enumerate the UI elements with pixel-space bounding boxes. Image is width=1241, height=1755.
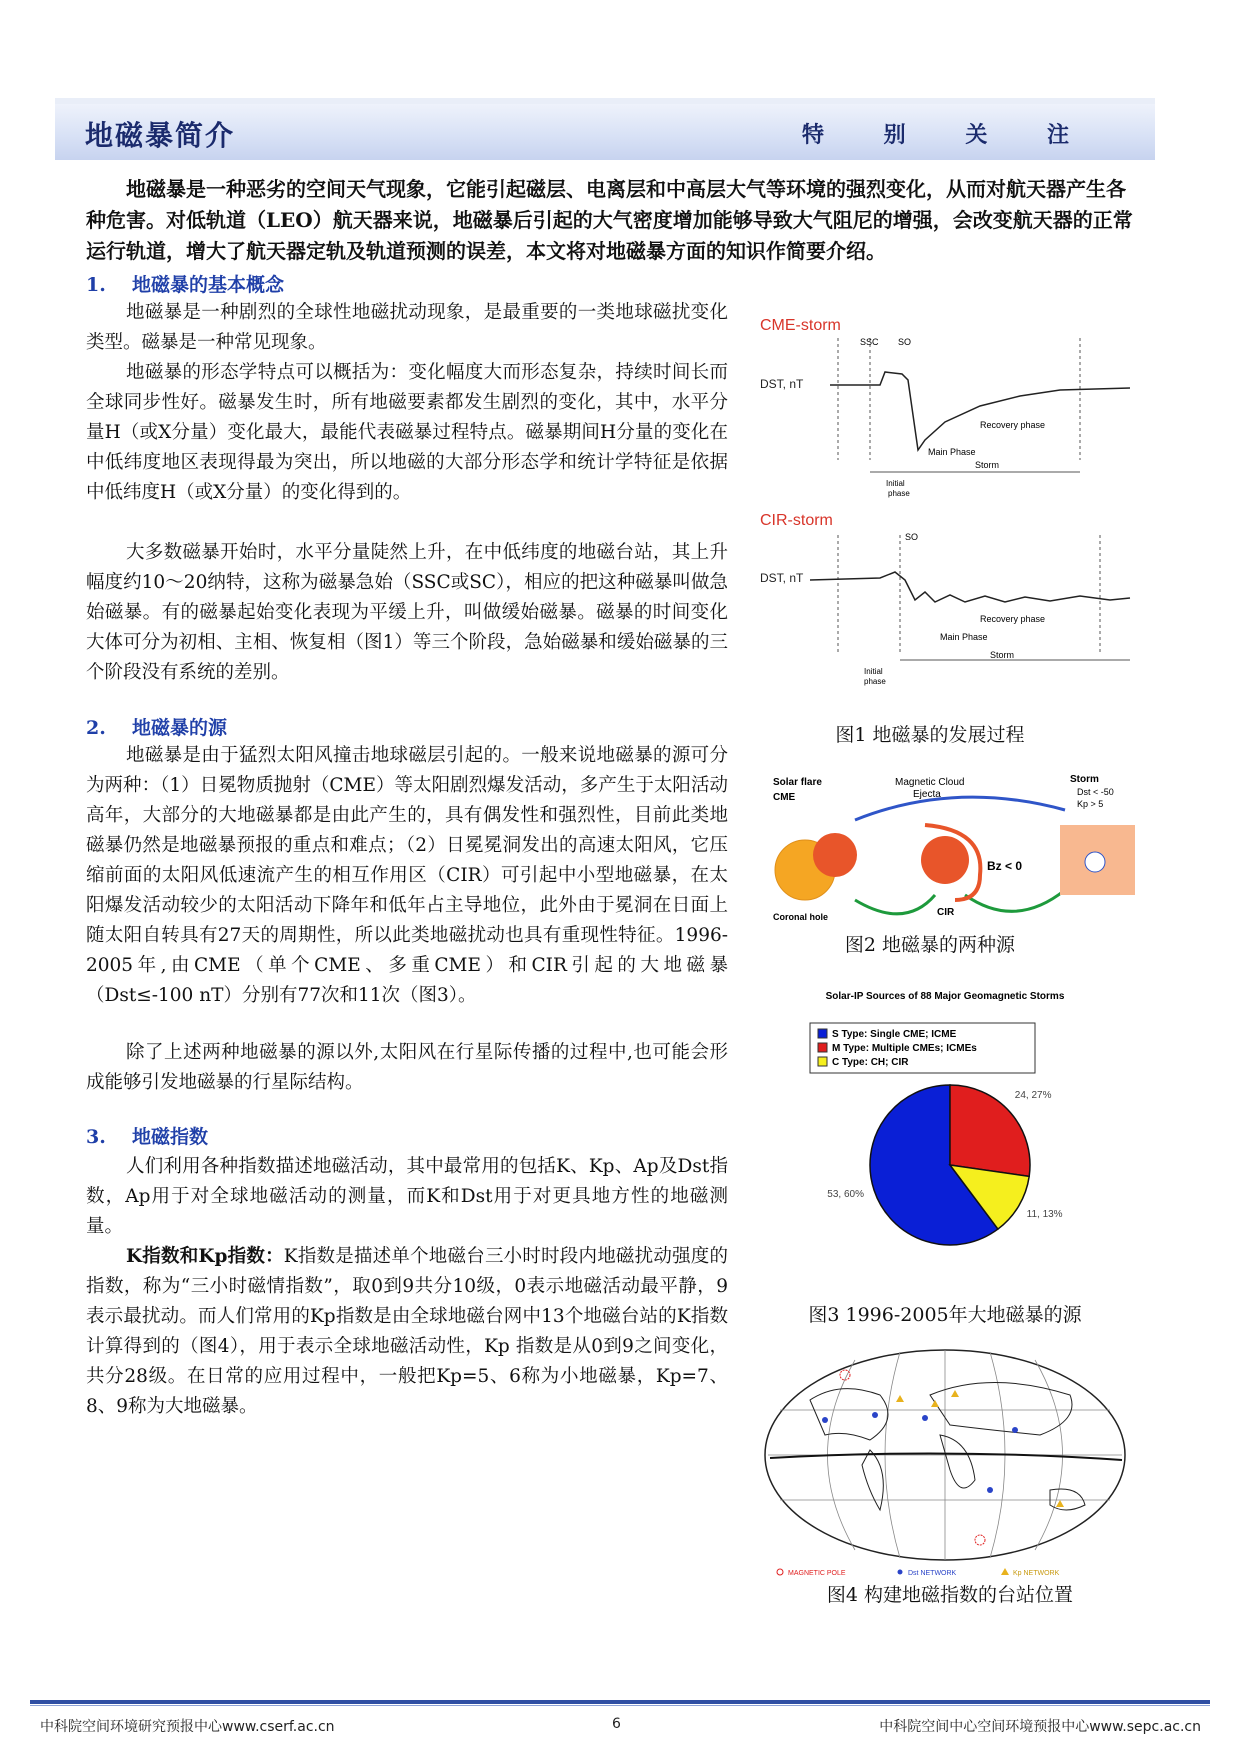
figure-1-caption: 图1 地磁暴的发展过程 [835, 724, 1025, 746]
cir-storm-title: CIR-storm [760, 512, 833, 529]
legend-kp-network: Kp NETWORK [1013, 1570, 1060, 1577]
legend-swatch [818, 1029, 827, 1038]
pie-data-label: 11, 13% [1026, 1209, 1063, 1221]
section-heading-2 [86, 713, 227, 740]
kp-threshold: Kp > 5 [1077, 799, 1104, 809]
storm-label: Storm [975, 460, 1000, 470]
recovery-label: Recovery phase [980, 614, 1046, 624]
storm-label: Storm [1070, 774, 1099, 785]
footer-right-link[interactable]: 中科院空间中心空间环境预报中心www.sepc.ac.cn [879, 1719, 1201, 1735]
section-number: 2. [86, 717, 106, 739]
chart-title: Solar-IP Sources of 88 Major Geomagnetic Storms [825, 991, 1065, 1002]
section-header [55, 104, 1155, 160]
paragraph: 大多数磁暴开始时，水平分量陡然上升，在中低纬度的地磁台站，其上升幅度约10～20纳特，这称为磁暴急始（SSC或SC），相应的把这种磁暴叫做急始磁暴。有的磁暴起始变化表现为平缓上升，叫做缓始磁暴。磁暴的时间变化大体可分为初相、主相、恢复相（图1）等三个阶段，急始磁暴和缓始磁暴的三个阶段没有系统的差别。 [86, 542, 728, 683]
section-title: 地磁暴的源 [132, 717, 228, 739]
legend-dst-network: Dst NETWORK [908, 1570, 957, 1577]
cir-label: CIR [937, 907, 955, 918]
legend-entry: C Type: CH; CIR [832, 1057, 909, 1068]
paragraph: 地磁暴是由于猛烈太阳风撞击地球磁层引起的。一般来说地磁暴的源可分为两种：（1）日冕物质抛射（CME）等太阳剧烈爆发活动，多产生于太阳活动高年，大部分的大地磁暴都是由此产生的，具有偶发性和强烈性，目前此类地磁暴仍然是地磁暴预报的重点和难点；（2）日冕冕洞发出的高速太阳风，它压缩前面的太阳风低速流产生的相互作用区（CIR）可引起中小型地磁暴，在太阳爆发活动较少的太阳活动下降年和低年占主导地位，此外由于冕洞在日面上随太阳自转具有27天的周期性，所以此类地磁扰动也具有重现性特征。1996-2005年,由CME（单个CME、多重CME）和CIR引起的大地磁暴（Dst≤-100 nT）分别有77次和11次（图3）。 [86, 745, 728, 1006]
page-number: 6 [612, 1716, 621, 1732]
figure-3-caption: 图3 1996-2005年大地磁暴的源 [808, 1304, 1082, 1326]
storm-label: Storm [990, 650, 1015, 660]
figure-2-storm-sources [755, 770, 1140, 930]
solar-flare-label: Solar flare [773, 777, 822, 788]
legend-swatch [818, 1057, 827, 1066]
figure-4-caption: 图4 构建地磁指数的台站位置 [826, 1584, 1074, 1606]
figure-1-storm-phases [750, 310, 1150, 710]
page-title: 地磁暴简介 [85, 119, 236, 152]
so-label: SO [898, 337, 912, 347]
main-phase-label: Main Phase [940, 632, 988, 642]
legend-entry: M Type: Multiple CMEs; ICMEs [832, 1043, 977, 1054]
figure-2-caption: 图2 地磁暴的两种源 [844, 934, 1016, 956]
figure-3-pie-chart [770, 985, 1120, 1265]
paragraph: 除了上述两种地磁暴的源以外,太阳风在行星际传播的过程中,也可能会形成能够引发地磁暴的行星际结构。 [86, 1042, 728, 1093]
legend-entry: S Type: Single CME; ICME [832, 1029, 957, 1040]
dst-threshold: Dst < -50 [1077, 787, 1114, 797]
legend-swatch [818, 1043, 827, 1052]
initial-label: Initial [886, 479, 905, 488]
dst-label: DST, nT [760, 571, 804, 585]
bold-lead: K指数和Kp指数： [126, 1246, 284, 1267]
column-tag: 特 别 关 注 [802, 122, 1095, 148]
section-number: 3. [86, 1126, 106, 1148]
main-phase-label: Main Phase [928, 447, 976, 457]
pie-data-label: 53, 60% [827, 1189, 864, 1201]
paragraph-text: K指数是描述单个地磁台三小时时段内地磁扰动强度的指数，称为“三小时磁情指数”，取0到9共分10级，0表示地磁活动最平静，9表示最扰动。而人们常用的Kp指数是由全球地磁台网中13个地磁台站的K指数计算得到的（图4），用于表示全球地磁活动性，Kp 指数是从0到9之间变化，共分28级。在日常的应用过程中，一般把Kp=5、6称为小地磁暴，Kp=7、8、9称为大地磁暴。 [86, 1246, 728, 1417]
paragraph [86, 1242, 728, 1422]
ejecta-label: Ejecta [913, 789, 941, 800]
phase-label: phase [888, 489, 910, 498]
cme-storm-title: CME-storm [760, 317, 841, 334]
initial-label: Initial [864, 667, 883, 676]
paragraph: 人们利用各种指数描述地磁活动，其中最常用的包括K、Kp、Ap及Dst指数，Ap用于对全球地磁活动的测量，而K和Dst用于对更具地方性的地磁测量。 [86, 1156, 728, 1237]
footer-divider-thin [30, 1705, 1210, 1706]
magnetic-cloud-label: Magnetic Cloud [895, 777, 965, 788]
footer-divider [30, 1700, 1210, 1704]
section-heading-3 [86, 1122, 208, 1149]
legend-magnetic-pole: MAGNETIC POLE [788, 1570, 846, 1577]
bz-label: Bz < 0 [987, 859, 1023, 873]
so-label: SO [905, 532, 919, 542]
ssc-label: SSC [860, 337, 879, 347]
paragraph: 地磁暴的形态学特点可以概括为：变化幅度大而形态复杂，持续时间长而全球同步性好。磁暴发生时，所有地磁要素都发生剧烈的变化，其中，水平分量H（或X分量）变化最大，最能代表磁暴过程特点。磁暴期间H分量的变化在中低纬度地区表现得最为突出，所以地磁的大部分形态学和统计学特征是依据中低纬度H（或X分量）的变化得到的。 [86, 362, 728, 503]
section-heading-1 [86, 270, 284, 297]
figure-4-station-map [750, 1340, 1140, 1580]
pie-data-label: 24, 27% [1014, 1090, 1052, 1102]
phase-label: phase [864, 677, 886, 686]
cme-label: CME [773, 792, 796, 803]
dst-label: DST, nT [760, 377, 804, 391]
paragraph: 地磁暴是一种剧烈的全球性地磁扰动现象，是最重要的一类地球磁扰变化类型。磁暴是一种常见现象。 [86, 302, 728, 353]
recovery-label: Recovery phase [980, 420, 1046, 430]
section-title: 地磁指数 [132, 1126, 209, 1148]
footer-left-link[interactable]: 中科院空间环境研究预报中心www.cserf.ac.cn [40, 1719, 335, 1735]
coronal-hole-label: Coronal hole [773, 912, 829, 922]
intro-paragraph: 地磁暴是一种恶劣的空间天气现象，它能引起磁层、电离层和中高层大气等环境的强烈变化，从而对航天器产生各种危害。对低轨道（LEO）航天器来说，地磁暴后引起的大气密度增加能够导致大气阻尼的增强，会改变航天器的正常运行轨道，增大了航天器定轨及轨道预测的误差，本文将对地磁暴方面的知识作简要介绍。 [86, 177, 1133, 263]
section-title: 地磁暴的基本概念 [132, 274, 285, 296]
section-number: 1. [86, 274, 106, 296]
